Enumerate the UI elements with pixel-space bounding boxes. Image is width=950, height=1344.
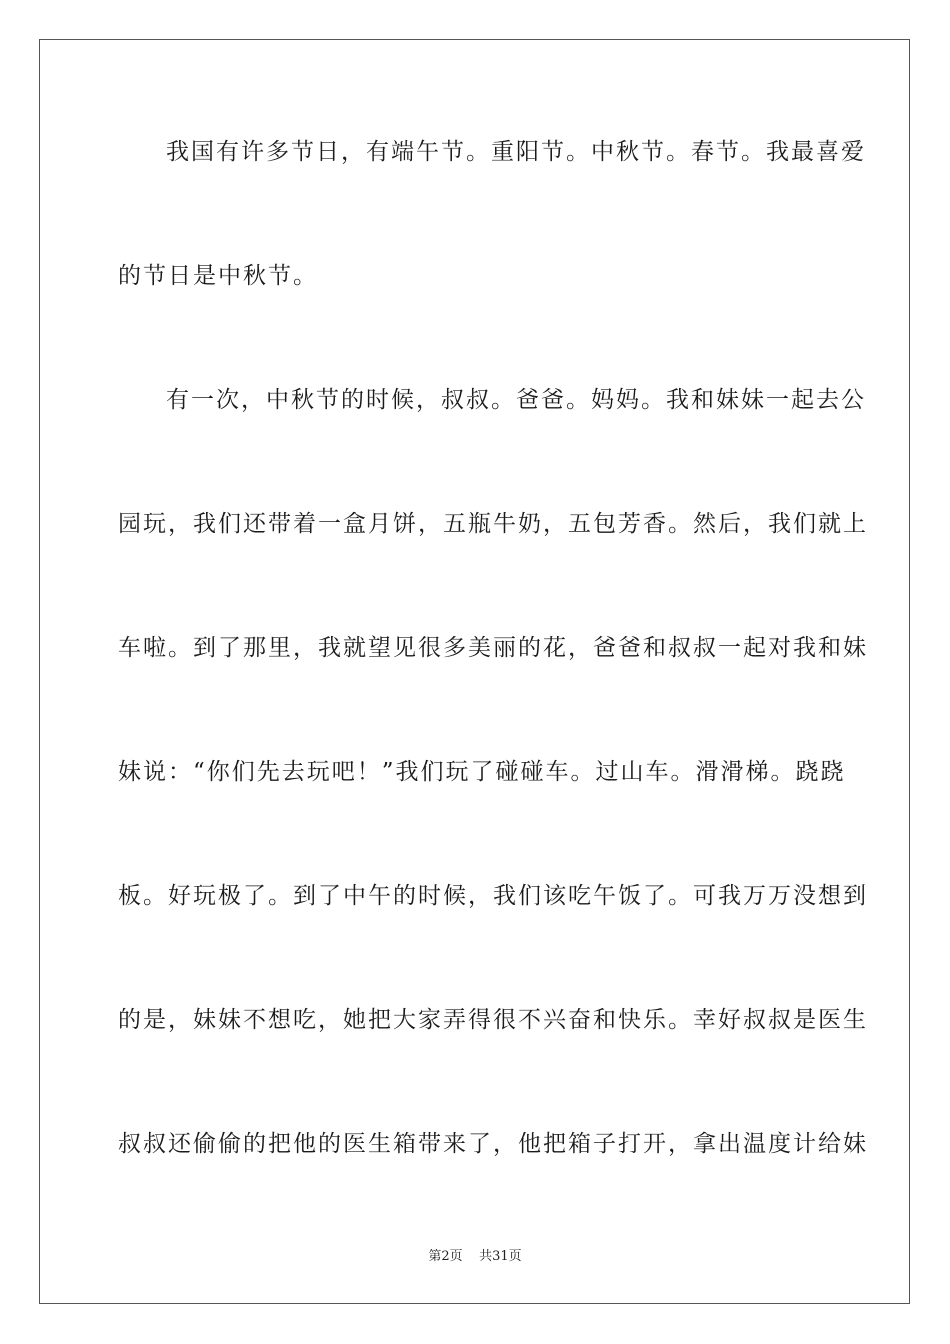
paragraph-line: 车啦。到了那里，我就望见很多美丽的花，爸爸和叔叔一起对我和妹 <box>118 635 868 661</box>
paragraph-line: 有一次，中秋节的时候，叔叔。爸爸。妈妈。我和妹妹一起去公 <box>166 387 866 413</box>
paragraph-line: 园玩，我们还带着一盒月饼，五瓶牛奶，五包芳香。然后，我们就上 <box>118 511 868 537</box>
paragraph-line: 叔叔还偷偷的把他的医生箱带来了，他把箱子打开，拿出温度计给妹 <box>118 1131 868 1157</box>
page-number: 第2页 <box>428 1249 463 1264</box>
paragraph-line: 板。好玩极了。到了中午的时候，我们该吃午饭了。可我万万没想到 <box>118 883 868 909</box>
total-pages: 共31页 <box>479 1249 522 1264</box>
page-footer <box>0 1248 950 1266</box>
paragraph-line: 的是，妹妹不想吃，她把大家弄得很不兴奋和快乐。幸好叔叔是医生 <box>118 1007 868 1033</box>
paragraph-line: 我国有许多节日，有端午节。重阳节。中秋节。春节。我最喜爱 <box>166 139 866 165</box>
page-border <box>39 39 910 1304</box>
paragraph-line: 妹说：“你们先去玩吧！”我们玩了碰碰车。过山车。滑滑梯。跷跷 <box>118 759 846 785</box>
paragraph-line: 的节日是中秋节。 <box>118 263 318 289</box>
